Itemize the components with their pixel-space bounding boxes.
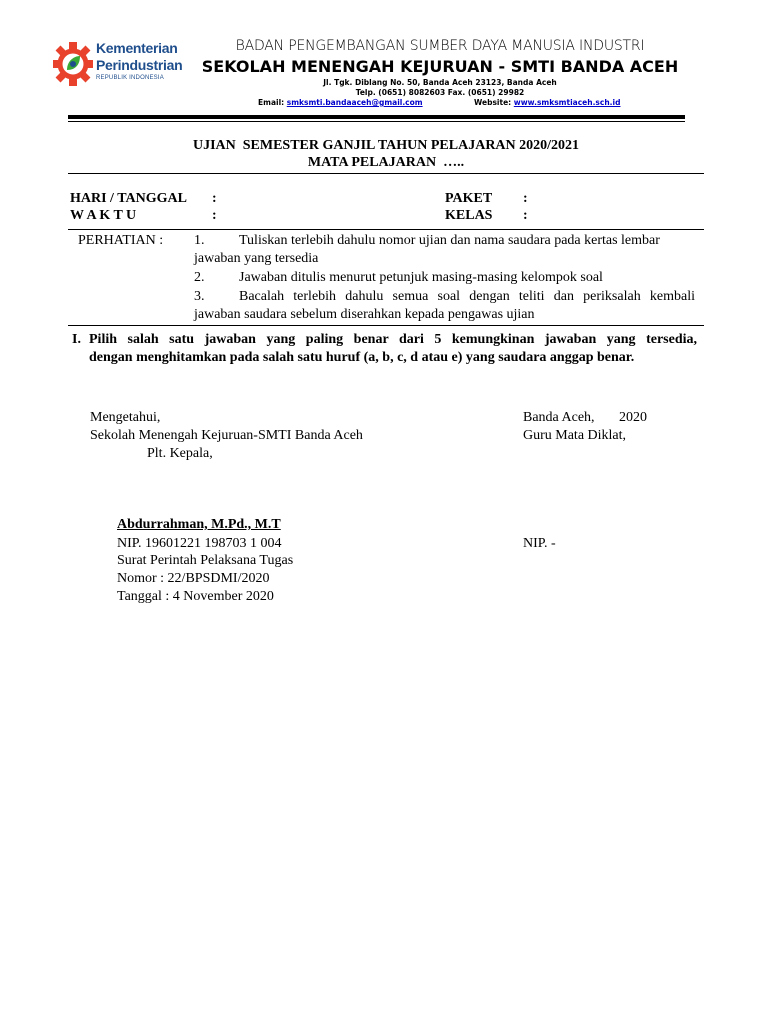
hari-tanggal-colon: : — [212, 191, 217, 206]
tanggal-text: Tanggal : 4 November 2020 — [117, 589, 274, 604]
ministry-logo — [52, 36, 182, 94]
perhatian-item-number: 1. — [194, 233, 205, 248]
place-text: Banda Aceh, — [523, 410, 595, 425]
nomor-text: Nomor : 22/BPSDMI/2020 — [117, 571, 270, 586]
logo-text-line2: Perindustrian — [96, 57, 183, 73]
paket-label: PAKET — [445, 191, 493, 206]
perhatian-item-text: Jawaban ditulis menurut petunjuk masing-masing kelompok soal — [239, 270, 603, 285]
instruction-line1: Pilih salah satu jawaban yang paling benar dari 5 kemungkinan jawaban yang tersedia, — [89, 332, 697, 347]
surat-perintah-text: Surat Perintah Pelaksana Tugas — [117, 553, 294, 568]
email-label: Email: — [258, 98, 285, 107]
year-text: 2020 — [619, 410, 647, 425]
perhatian-item-number: 2. — [194, 270, 205, 285]
paket-colon: : — [523, 191, 528, 206]
instruction-number: I. — [72, 332, 81, 347]
perhatian-item-continuation: jawaban yang tersedia — [194, 251, 319, 266]
logo-text-line3: REPUBLIK INDONESIA — [96, 75, 164, 81]
hari-tanggal-label: HARI / TANGGAL — [70, 191, 187, 206]
perhatian-item-text: Tuliskan terlebih dahulu nomor ujian dan nama saudara pada kertas lembar — [239, 233, 660, 248]
signatory-name: Abdurrahman, M.Pd., M.T — [117, 517, 281, 532]
mengetahui-text: Mengetahui, — [90, 410, 161, 425]
instruction-line2: dengan menghitamkan pada salah satu huruf (a, b, c, d atau e) yang saudara anggap benar. — [89, 350, 635, 365]
teacher-role-text: Guru Mata Diklat, — [523, 428, 627, 443]
website-label: Website: — [474, 98, 512, 107]
school-signature-name: Sekolah Menengah Kejuruan-SMTI Banda Aceh — [90, 428, 363, 443]
waktu-label: W A K T U — [70, 208, 137, 223]
email-line — [258, 98, 423, 107]
school-phone: Telp. (0651) 8082603 Fax. (0651) 29982 — [355, 88, 525, 97]
subject-title: MATA PELAJARAN ….. — [307, 155, 465, 170]
plt-kepala-text: Plt. Kepala, — [147, 446, 213, 461]
agency-name: BADAN PENGEMBANGAN SUMBER DAYA MANUSIA INDUSTRI — [235, 38, 645, 54]
divider-line — [68, 325, 704, 326]
school-name: SEKOLAH MENENGAH KEJURUAN - SMTI BANDA ACEH — [201, 57, 679, 76]
perhatian-item-text: Bacalah terlebih dahulu semua soal dengan teliti dan periksalah kembali — [239, 289, 695, 304]
perhatian-item-continuation: jawaban saudara sebelum diserahkan kepada pengawas ujian — [194, 307, 535, 322]
teacher-nip: NIP. - — [523, 536, 556, 551]
gear-logo-icon — [52, 36, 94, 92]
website-line — [474, 98, 620, 107]
signatory-nip: NIP. 19601221 198703 1 004 — [117, 536, 282, 551]
logo-text-line1: Kementerian — [96, 40, 178, 56]
email-link[interactable]: smksmti.bandaaceh@gmail.com — [286, 98, 423, 107]
header-rule-thick — [68, 115, 685, 119]
perhatian-item-number: 3. — [194, 289, 205, 304]
divider-line — [68, 173, 704, 174]
header-rule-thin — [68, 121, 685, 122]
school-address: Jl. Tgk. Diblang No. 50, Banda Aceh 23123, Banda Aceh — [323, 78, 557, 87]
perhatian-label: PERHATIAN : — [78, 233, 164, 248]
divider-line — [68, 229, 704, 230]
kelas-colon: : — [523, 208, 528, 223]
exam-title: UJIAN SEMESTER GANJIL TAHUN PELAJARAN 2020/2021 — [192, 138, 580, 153]
website-link[interactable]: www.smksmtiaceh.sch.id — [513, 98, 621, 107]
waktu-colon: : — [212, 208, 217, 223]
kelas-label: KELAS — [445, 208, 493, 223]
